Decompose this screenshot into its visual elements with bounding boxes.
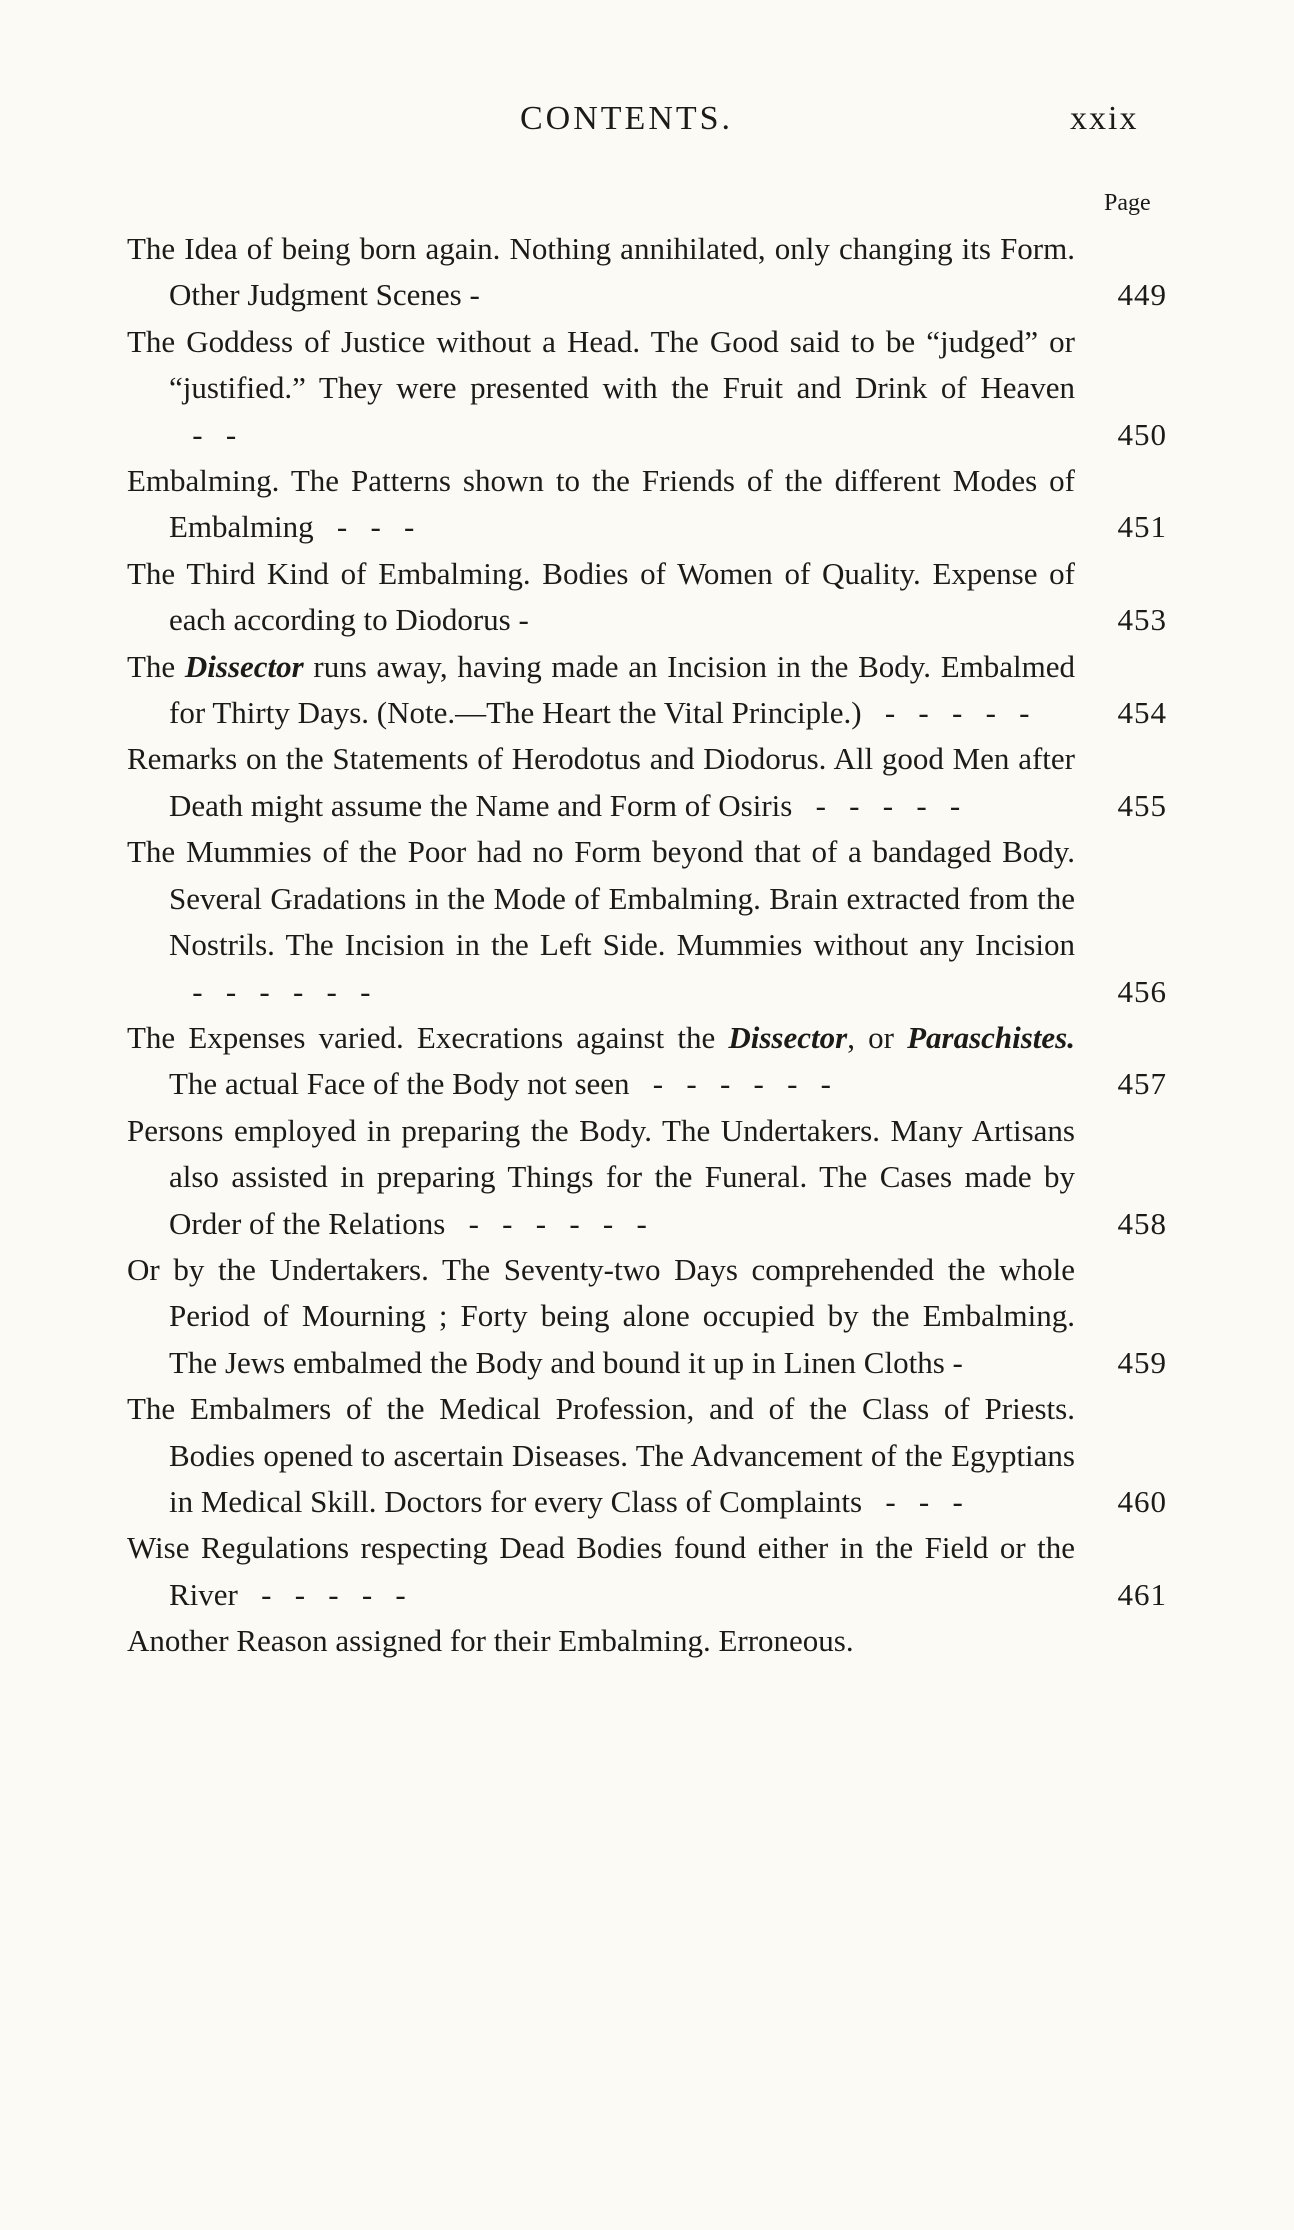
entry-text: Or by the Undertakers. The Seventy-two Days comprehended the whole Period of Mourning ; Forty being alone occupied by the Embalming. The Jews embalmed the Body and bound it up in Linen Cloths bbox=[127, 1251, 1075, 1380]
entry-text: The actual Face of the Body not seen bbox=[169, 1066, 630, 1102]
entry-text: Wise Regulations respecting Dead Bodies found either in the Field or the River bbox=[127, 1530, 1075, 1612]
contents-entry bbox=[127, 226, 1167, 319]
entry-page-number: 449 bbox=[1117, 277, 1167, 313]
entry-text-prefix: The Expenses varied. Execrations against the bbox=[127, 1019, 729, 1055]
contents-entry bbox=[127, 1618, 1167, 1664]
contents-entry bbox=[127, 1108, 1167, 1247]
contents-entry bbox=[127, 1386, 1167, 1525]
entry-text: The Embalmers of the Medical Profession, and of the Class of Priests. Bodies opened to ascertain Diseases. The Advancement of the Egyptians in Medical Skill. Doctors for every Class of Complaints bbox=[127, 1391, 1075, 1519]
entry-page-number: 459 bbox=[1117, 1344, 1167, 1380]
dot-leaders: - bbox=[944, 1344, 963, 1380]
entry-text: Embalming. The Patterns shown to the Friends of the different Modes of Embalming bbox=[127, 463, 1075, 545]
page-folio: xxix bbox=[1070, 100, 1139, 137]
dot-leaders: - - - - - - bbox=[629, 1066, 831, 1102]
dot-leaders: - - - - - bbox=[861, 695, 1030, 731]
contents-entry bbox=[127, 1247, 1167, 1386]
entry-page-number: 450 bbox=[1117, 416, 1167, 452]
contents-entry bbox=[127, 551, 1167, 644]
entry-italic-term: Dissector bbox=[728, 1019, 848, 1055]
entry-text: Another Reason assigned for their Embalming. Erroneous. bbox=[127, 1623, 854, 1659]
contents-entry bbox=[127, 829, 1167, 1015]
entry-text-middle: , or bbox=[847, 1019, 908, 1055]
running-head-title: CONTENTS. bbox=[520, 100, 734, 137]
entry-text: Persons employed in preparing the Body. The Undertakers. Many Artisans also assisted in preparing Things for the Funeral. The Cases made by Order of the Relations bbox=[127, 1112, 1075, 1241]
running-head bbox=[0, 100, 1294, 140]
dot-leaders: - - - bbox=[313, 509, 415, 545]
entry-page-number: 454 bbox=[1117, 695, 1167, 731]
dot-leaders: - - - - - bbox=[237, 1576, 406, 1612]
entry-page-number: 461 bbox=[1117, 1576, 1167, 1612]
entry-page-number: 457 bbox=[1117, 1066, 1167, 1102]
entry-italic-term: Dissector bbox=[184, 648, 304, 684]
entry-text: runs away, having made an Incision in the Body. Embalmed for Thirty Days. (Note.—The Heart the Vital Principle.) bbox=[169, 648, 1075, 731]
entry-text: Remarks on the Statements of Herodotus and Diodorus. All good Men after Death might assume the Name and Form of Osiris bbox=[127, 741, 1075, 823]
contents-entry bbox=[127, 319, 1167, 458]
entry-text: The Goddess of Justice without a Head. The Good said to be “judged” or “justified.” They were presented with the Fruit and Drink of Heaven bbox=[127, 323, 1075, 406]
entry-page-number: 453 bbox=[1117, 602, 1167, 638]
page-column-label: Page bbox=[1104, 190, 1151, 216]
dot-leaders: - - bbox=[169, 416, 237, 452]
entry-text-prefix: The bbox=[127, 648, 185, 684]
contents-entry bbox=[127, 1015, 1167, 1108]
entry-text: The Idea of being born again. Nothing annihilated, only changing its Form. Other Judgment Scenes bbox=[127, 231, 1075, 313]
entry-page-number: 458 bbox=[1117, 1205, 1167, 1241]
entry-page-number: 456 bbox=[1117, 973, 1167, 1009]
entry-page-number: 460 bbox=[1117, 1483, 1167, 1519]
entry-page-number: 451 bbox=[1117, 509, 1167, 545]
dot-leaders: - - - - - - bbox=[169, 973, 371, 1009]
entry-page-number: 455 bbox=[1117, 787, 1167, 823]
contents-entry bbox=[127, 1525, 1167, 1618]
dot-leaders: - - - - - bbox=[792, 787, 961, 823]
entry-text: The Mummies of the Poor had no Form beyond that of a bandaged Body. Several Gradations in the Mode of Embalming. Brain extracted from the Nostrils. The Incision in the Left Side. Mummies without any Incision bbox=[127, 834, 1075, 963]
contents-entry bbox=[127, 644, 1167, 737]
dot-leaders: - bbox=[461, 277, 480, 313]
entry-italic-term: Paraschistes. bbox=[907, 1019, 1075, 1055]
contents-entry bbox=[127, 736, 1167, 829]
dot-leaders: - - - - - - bbox=[445, 1205, 647, 1241]
dot-leaders: - bbox=[510, 602, 529, 638]
contents-entry bbox=[127, 458, 1167, 551]
dot-leaders: - - - bbox=[862, 1483, 963, 1519]
contents-list bbox=[127, 226, 1167, 1665]
entry-text: The Third Kind of Embalming. Bodies of Women of Quality. Expense of each according to Diodorus bbox=[127, 555, 1075, 638]
